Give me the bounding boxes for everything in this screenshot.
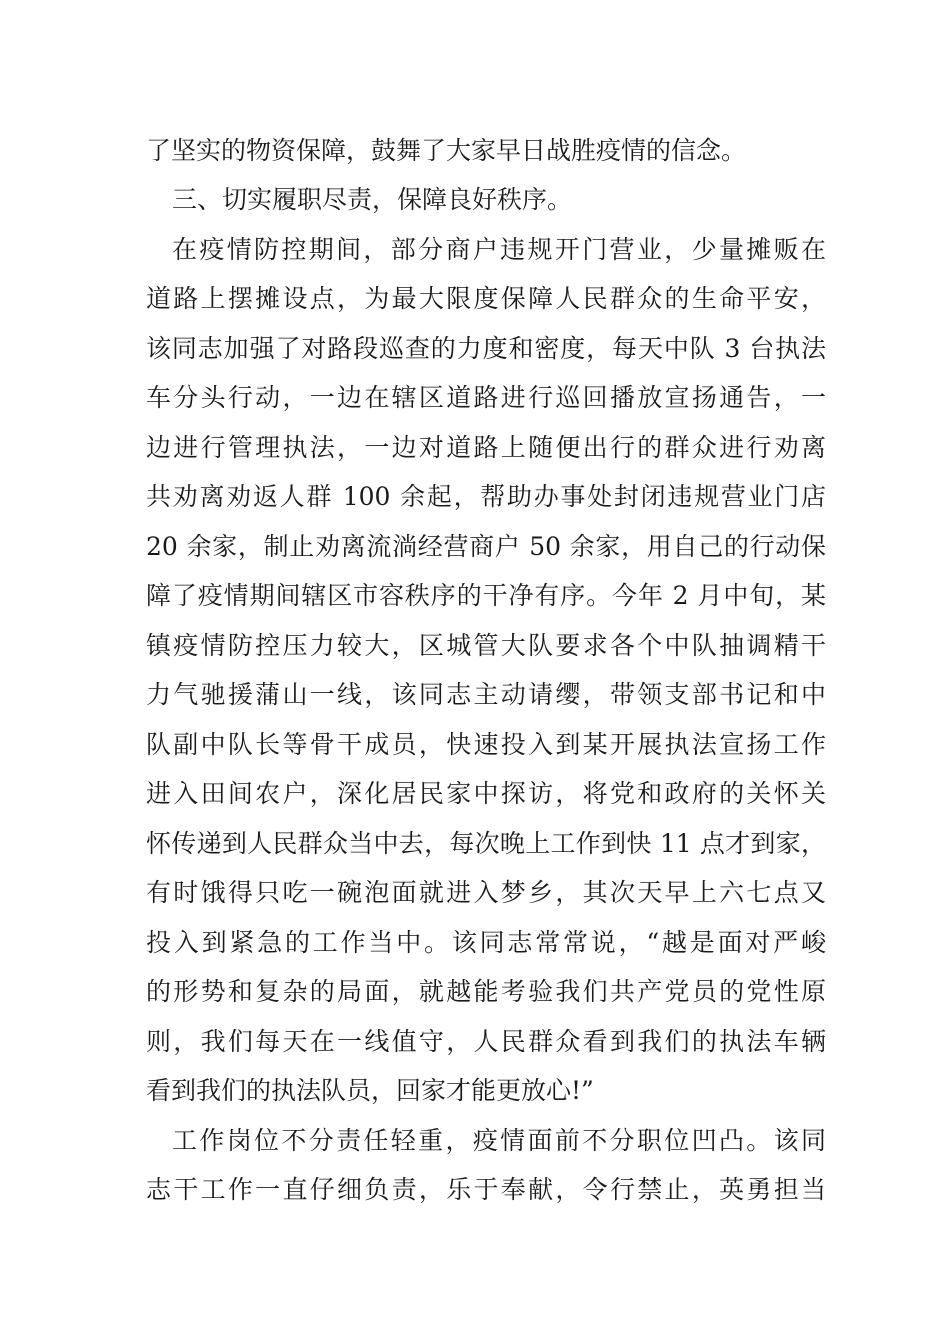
paragraph-line: 怀传递到人民群众当中去，每次晚上工作到快 11 点才到家， xyxy=(146,829,826,858)
paragraph-line: 在疫情防控期间，部分商户违规开门营业，少量摊贩在 xyxy=(172,235,826,264)
paragraph-line: 了坚实的物资保障，鼓舞了大家早日战胜疫情的信念。 xyxy=(146,136,747,165)
paragraph-line: 道路上摆摊设点，为最大限度保障人民群众的生命平安， xyxy=(146,284,826,313)
paragraph-line: 进入田间农户，深化居民家中探访，将党和政府的关怀关 xyxy=(146,779,826,808)
section-heading: 三、切实履职尽责，保障良好秩序。 xyxy=(172,185,573,214)
paragraph-line: 共劝离劝返人群 100 余起，帮助办事处封闭违规营业门店 xyxy=(146,482,826,511)
paragraph-line: 队副中队长等骨干成员，快速投入到某开展执法宣扬工作 xyxy=(146,730,826,759)
paragraph-line: 志干工作一直仔细负责，乐于奉献，令行禁止，英勇担当 xyxy=(146,1175,826,1204)
paragraph-line: 障了疫情期间辖区市容秩序的干净有序。今年 2 月中旬，某 xyxy=(146,581,826,610)
paragraph-line: 有时饿得只吃一碗泡面就进入梦乡，其次天早上六七点又 xyxy=(146,878,826,907)
paragraph-line: 的形势和复杂的局面，就越能考验我们共产党员的党性原 xyxy=(146,977,826,1006)
paragraph-line: 力气驰援蒲山一线，该同志主动请缨，带领支部书记和中 xyxy=(146,680,826,709)
paragraph-line: 则，我们每天在一线值守，人民群众看到我们的执法车辆 xyxy=(146,1027,826,1056)
paragraph-line: 边进行管理执法，一边对道路上随便出行的群众进行劝离 xyxy=(146,433,826,462)
paragraph-line: 该同志加强了对路段巡查的力度和密度，每天中队 3 台执法 xyxy=(146,334,826,363)
paragraph-line: 看到我们的执法队员，回家才能更放心!” xyxy=(146,1076,594,1105)
paragraph-line: 镇疫情防控压力较大，区城管大队要求各个中队抽调精干 xyxy=(146,631,826,660)
paragraph-line: 车分头行动，一边在辖区道路进行巡回播放宣扬通告，一 xyxy=(146,383,826,412)
paragraph-line: 工作岗位不分责任轻重，疫情面前不分职位凹凸。该同 xyxy=(172,1126,826,1155)
paragraph-line: 20 余家，制止劝离流淌经营商户 50 余家，用自己的行动保 xyxy=(146,532,826,561)
paragraph-line: 投入到紧急的工作当中。该同志常常说，“越是面对严峻 xyxy=(146,928,826,957)
